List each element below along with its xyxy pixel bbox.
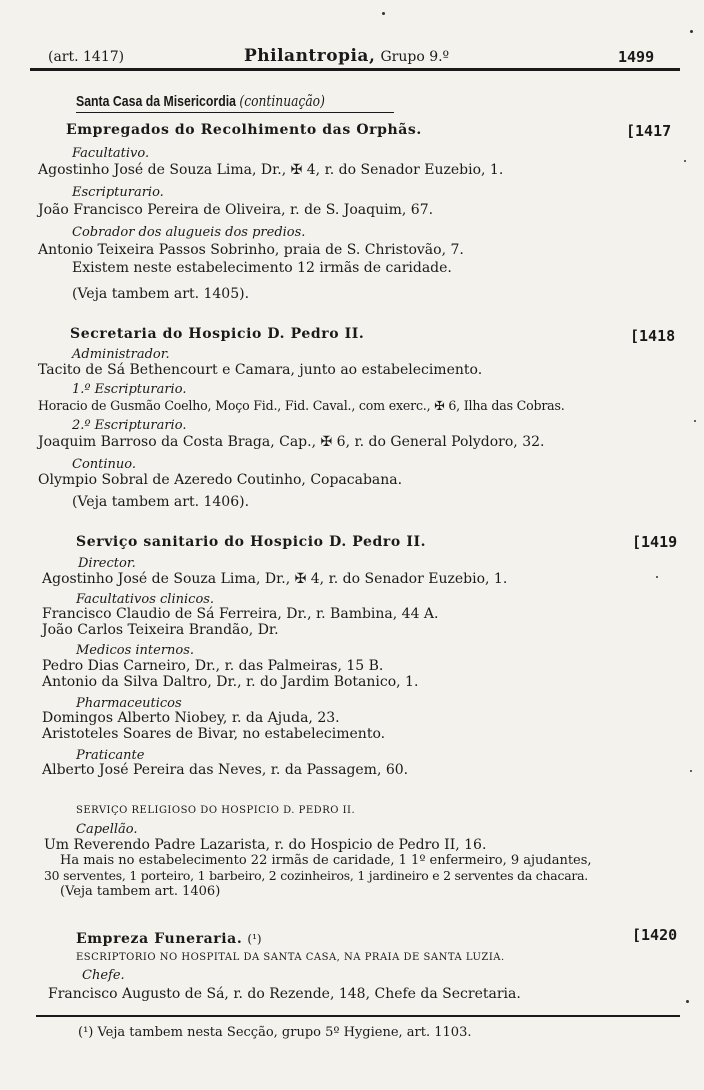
s1419-line-4a: Domingos Alberto Niobey, r. da Ajuda, 23. xyxy=(42,710,340,726)
main-title-underline xyxy=(76,112,394,113)
s1419-line-3b: Antonio da Silva Daltro, Dr., r. do Jardim Botanico, 1. xyxy=(42,674,419,690)
s1419-line-5: Alberto José Pereira das Neves, r. da Passagem, 60. xyxy=(42,762,409,778)
s1419-line-3a: Pedro Dias Carneiro, Dr., r. das Palmeiras, 15 B. xyxy=(42,658,384,674)
section-1418-article: [1418 xyxy=(630,327,676,345)
s1418-role-4: Continuo. xyxy=(72,457,137,472)
section-1417-article: [1417 xyxy=(626,122,672,140)
religious-line-1: Um Reverendo Padre Lazarista, r. do Hospicio de Pedro II, 16. xyxy=(44,837,487,853)
s1419-role-3: Medicos internos. xyxy=(76,643,195,658)
s1419-role-4: Pharmaceuticos xyxy=(76,696,182,711)
header-art-ref: (art. 1417) xyxy=(48,49,125,65)
s1417-role-2: Escripturario. xyxy=(72,185,164,200)
section-1420-article: [1420 xyxy=(632,926,678,944)
s1418-line-4: Olympio Sobral de Azeredo Coutinho, Copacabana. xyxy=(38,472,403,488)
s1417-line-3: Antonio Teixeira Passos Sobrinho, praia de S. Christovão, 7. xyxy=(38,242,464,258)
religious-role-1: Capellão. xyxy=(76,822,138,837)
section-1417-title: Empregados do Recolhimento das Orphãs. xyxy=(66,122,422,138)
s1420-line-1: Francisco Augusto de Sá, r. do Rezende, 148, Chefe da Secretaria. xyxy=(48,986,521,1002)
s1418-role-3: 2.º Escripturario. xyxy=(72,418,187,433)
section-1420-title-row xyxy=(76,928,262,947)
s1418-line-3: Joaquim Barroso da Costa Braga, Cap., ✠ 6, r. do General Polydoro, 32. xyxy=(38,434,545,450)
header-title-main: Philantropia, xyxy=(244,46,376,66)
s1418-role-1: Administrador. xyxy=(72,347,170,362)
s1419-role-1: Director. xyxy=(78,556,136,571)
s1419-line-4b: Aristoteles Soares de Bivar, no estabelecimento. xyxy=(42,726,386,742)
scan-speck xyxy=(684,160,686,162)
section-1420-subtitle: ESCRIPTORIO NO HOSPITAL DA SANTA CASA, NA PRAIA DE SANTA LUZIA. xyxy=(76,952,505,963)
s1418-role-2: 1.º Escripturario. xyxy=(72,382,187,397)
s1418-note: (Veja tambem art. 1406). xyxy=(72,494,250,510)
header-rule xyxy=(30,68,680,71)
section-1420-footnote-mark: (¹) xyxy=(247,932,262,946)
s1420-role-1: Chefe. xyxy=(82,968,125,983)
religious-note-1: Ha mais no estabelecimento 22 irmãs de caridade, 1 1º enfermeiro, 9 ajudantes, xyxy=(60,853,592,868)
header-group: Grupo 9.º xyxy=(380,49,450,65)
s1417-role-1: Facultativo. xyxy=(72,146,150,161)
page-number: 1499 xyxy=(618,48,655,66)
scan-speck xyxy=(686,1000,689,1003)
s1417-role-3: Cobrador dos alugueis dos predios. xyxy=(72,225,306,240)
main-title-continuation: (continuação) xyxy=(239,92,325,110)
scan-speck xyxy=(382,12,385,15)
s1419-line-2a: Francisco Claudio de Sá Ferreira, Dr., r. Bambina, 44 A. xyxy=(42,606,439,622)
scan-speck xyxy=(690,770,692,772)
footnote-rule xyxy=(36,1015,680,1017)
s1419-line-2b: João Carlos Teixeira Brandão, Dr. xyxy=(42,622,279,638)
footnote: (¹) Veja tambem nesta Secção, grupo 5º Hygiene, art. 1103. xyxy=(78,1025,472,1040)
section-1419-article: [1419 xyxy=(632,533,678,551)
header-title xyxy=(244,46,449,66)
religious-title: SERVIÇO RELIGIOSO DO HOSPICIO D. PEDRO II. xyxy=(76,805,356,816)
s1417-line-2: João Francisco Pereira de Oliveira, r. de S. Joaquim, 67. xyxy=(38,202,434,218)
religious-note-2: 30 serventes, 1 porteiro, 1 barbeiro, 2 cozinheiros, 1 jardineiro e 2 serventes da chacara. xyxy=(44,868,589,883)
s1418-line-1: Tacito de Sá Bethencourt e Camara, junto ao estabelecimento. xyxy=(38,362,483,378)
s1418-line-2: Horacio de Gusmão Coelho, Moço Fid., Fid. Caval., com exerc., ✠ 6, Ilha das Cobras. xyxy=(38,398,565,413)
scan-speck xyxy=(694,420,696,422)
scan-speck xyxy=(690,30,693,33)
s1417-note-1: Existem neste estabelecimento 12 irmãs de caridade. xyxy=(72,260,452,276)
section-1420-title: Empreza Funeraria. xyxy=(76,931,243,947)
s1419-role-5: Praticante xyxy=(76,748,145,763)
section-1419-title: Serviço sanitario do Hospicio D. Pedro II. xyxy=(76,534,427,550)
s1419-role-2: Facultativos clinicos. xyxy=(76,592,215,607)
s1417-note-2: (Veja tambem art. 1405). xyxy=(72,286,250,302)
main-title-text: Santa Casa da Misericordia xyxy=(76,93,236,110)
religious-note-3: (Veja tambem art. 1406) xyxy=(60,884,221,899)
s1417-line-1: Agostinho José de Souza Lima, Dr., ✠ 4, r. do Senador Euzebio, 1. xyxy=(38,162,504,178)
main-title xyxy=(76,92,325,110)
s1419-line-1: Agostinho José de Souza Lima, Dr., ✠ 4, r. do Senador Euzebio, 1. xyxy=(42,571,508,587)
scan-speck xyxy=(656,576,658,578)
section-1418-title: Secretaria do Hospicio D. Pedro II. xyxy=(70,326,365,342)
